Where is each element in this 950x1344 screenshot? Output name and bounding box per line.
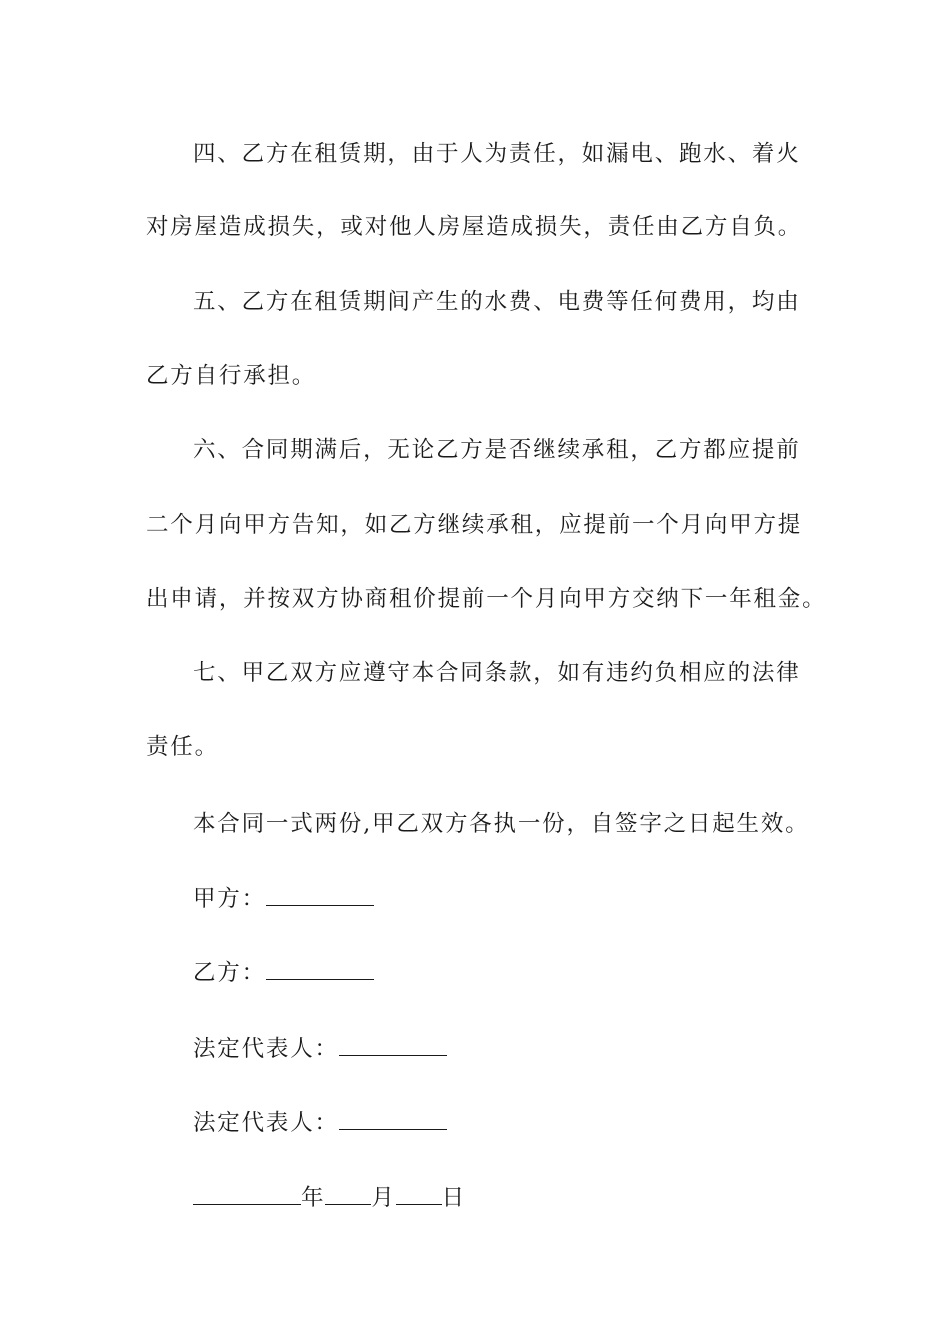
clause-6-line-1: 六、合同期满后，无论乙方是否继续承租，乙方都应提前 bbox=[193, 437, 801, 463]
day-blank[interactable] bbox=[396, 1182, 442, 1205]
party-b-blank[interactable] bbox=[266, 957, 374, 980]
clause-5-line-1: 五、乙方在租赁期间产生的水费、电费等任何费用，均由 bbox=[193, 289, 801, 315]
rep-1-blank[interactable] bbox=[339, 1033, 447, 1056]
rep-1-signature-row bbox=[193, 1033, 853, 1065]
year-blank[interactable] bbox=[193, 1182, 301, 1205]
party-a-label: 甲方： bbox=[193, 886, 266, 912]
month-label: 月 bbox=[371, 1185, 396, 1211]
clause-5-line-2: 乙方自行承担。 bbox=[146, 363, 317, 389]
year-label: 年 bbox=[301, 1185, 326, 1211]
clause-4-line-2: 对房屋造成损失，或对他人房屋造成损失，责任由乙方自负。 bbox=[146, 214, 803, 240]
party-a-blank[interactable] bbox=[266, 883, 374, 906]
party-b-label: 乙方： bbox=[193, 960, 266, 986]
month-blank[interactable] bbox=[325, 1182, 371, 1205]
rep-1-label: 法定代表人： bbox=[193, 1036, 339, 1062]
effective-clause: 本合同一式两份,甲乙双方各执一份，自签字之日起生效。 bbox=[193, 811, 810, 837]
rep-2-label: 法定代表人： bbox=[193, 1110, 339, 1136]
rep-2-blank[interactable] bbox=[339, 1107, 447, 1130]
rep-2-signature-row bbox=[193, 1107, 853, 1139]
clause-7-line-1: 七、甲乙双方应遵守本合同条款，如有违约负相应的法律 bbox=[193, 660, 801, 686]
clause-4-line-1: 四、乙方在租赁期，由于人为责任，如漏电、跑水、着火 bbox=[193, 141, 801, 167]
clause-6-line-2: 二个月向甲方告知，如乙方继续承租，应提前一个月向甲方提 bbox=[146, 512, 803, 538]
party-b-signature-row bbox=[193, 957, 853, 989]
day-label: 日 bbox=[441, 1185, 466, 1211]
clause-6-line-3: 出申请，并按双方协商租价提前一个月向甲方交纳下一年租金。 bbox=[146, 586, 827, 612]
date-row bbox=[193, 1182, 853, 1214]
party-a-signature-row bbox=[193, 883, 853, 915]
clause-7-line-2: 责任。 bbox=[146, 734, 219, 760]
